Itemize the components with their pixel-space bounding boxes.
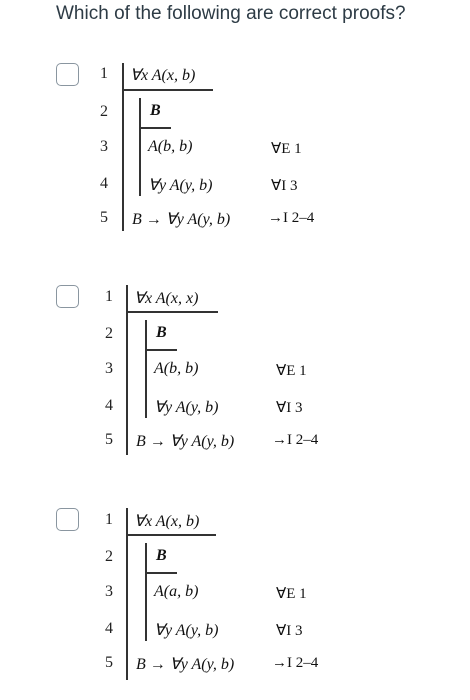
option-1-checkbox[interactable] [56,63,79,86]
justification: ∀I 3 [271,178,298,194]
assumption-underline [145,349,177,351]
line-number: 1 [105,288,113,305]
line-number: 3 [100,138,108,155]
line-number: 2 [105,548,113,565]
proof-formula: B → ∀y A(y, b) [136,656,235,673]
premise-underline [126,534,216,536]
proof-formula: A(b, b) [154,360,199,377]
proof-formula: B [156,324,167,341]
assumption-underline [145,572,177,574]
proof-formula: B → ∀y A(y, b) [136,433,235,450]
proof-formula: A(a, b) [154,583,199,600]
question-text: Which of the following are correct proofs? [56,3,406,24]
line-number: 1 [105,511,113,528]
line-number: 5 [105,431,113,448]
subproof-bar [139,98,141,196]
proof-formula: B → ∀y A(y, b) [132,211,231,228]
proof-formula: B [156,547,167,564]
proof-formula: A(b, b) [148,138,193,155]
proof-formula: B [150,102,161,119]
proof-formula: ∀y A(y, b) [148,177,213,194]
subproof-bar [145,320,147,418]
assumption-underline [139,127,171,129]
line-number: 3 [105,360,113,377]
justification: ∀E 1 [271,141,302,157]
option-3-checkbox[interactable] [56,508,79,531]
proof-formula: ∀y A(y, b) [154,399,219,416]
proof-formula: ∀x A(x, b) [134,513,200,530]
option-2-checkbox[interactable] [56,285,79,308]
line-number: 4 [105,397,113,414]
proof-formula: ∀x A(x, b) [130,67,196,84]
line-number: 3 [105,583,113,600]
premise-underline [122,89,213,91]
line-number: 4 [100,175,108,192]
justification: ∀I 3 [276,400,303,416]
justification: ∀E 1 [276,363,307,379]
line-number: 5 [100,209,108,226]
premise-underline [126,311,218,313]
proof-formula: ∀y A(y, b) [154,622,219,639]
proof-option-2 [0,222,470,450]
justification: →I 2–4 [272,655,319,671]
line-number: 2 [100,103,108,120]
justification: ∀I 3 [276,623,303,639]
line-number: 2 [105,325,113,342]
justification: →I 2–4 [272,432,319,448]
subproof-bar [145,543,147,641]
proof-option-3 [0,445,470,673]
line-number: 4 [105,620,113,637]
line-number: 5 [105,654,113,671]
justification: →I 2–4 [268,210,315,226]
justification: ∀E 1 [276,586,307,602]
proof-option-1 [0,0,470,228]
line-number: 1 [100,65,108,82]
proof-formula: ∀x A(x, x) [134,290,199,307]
